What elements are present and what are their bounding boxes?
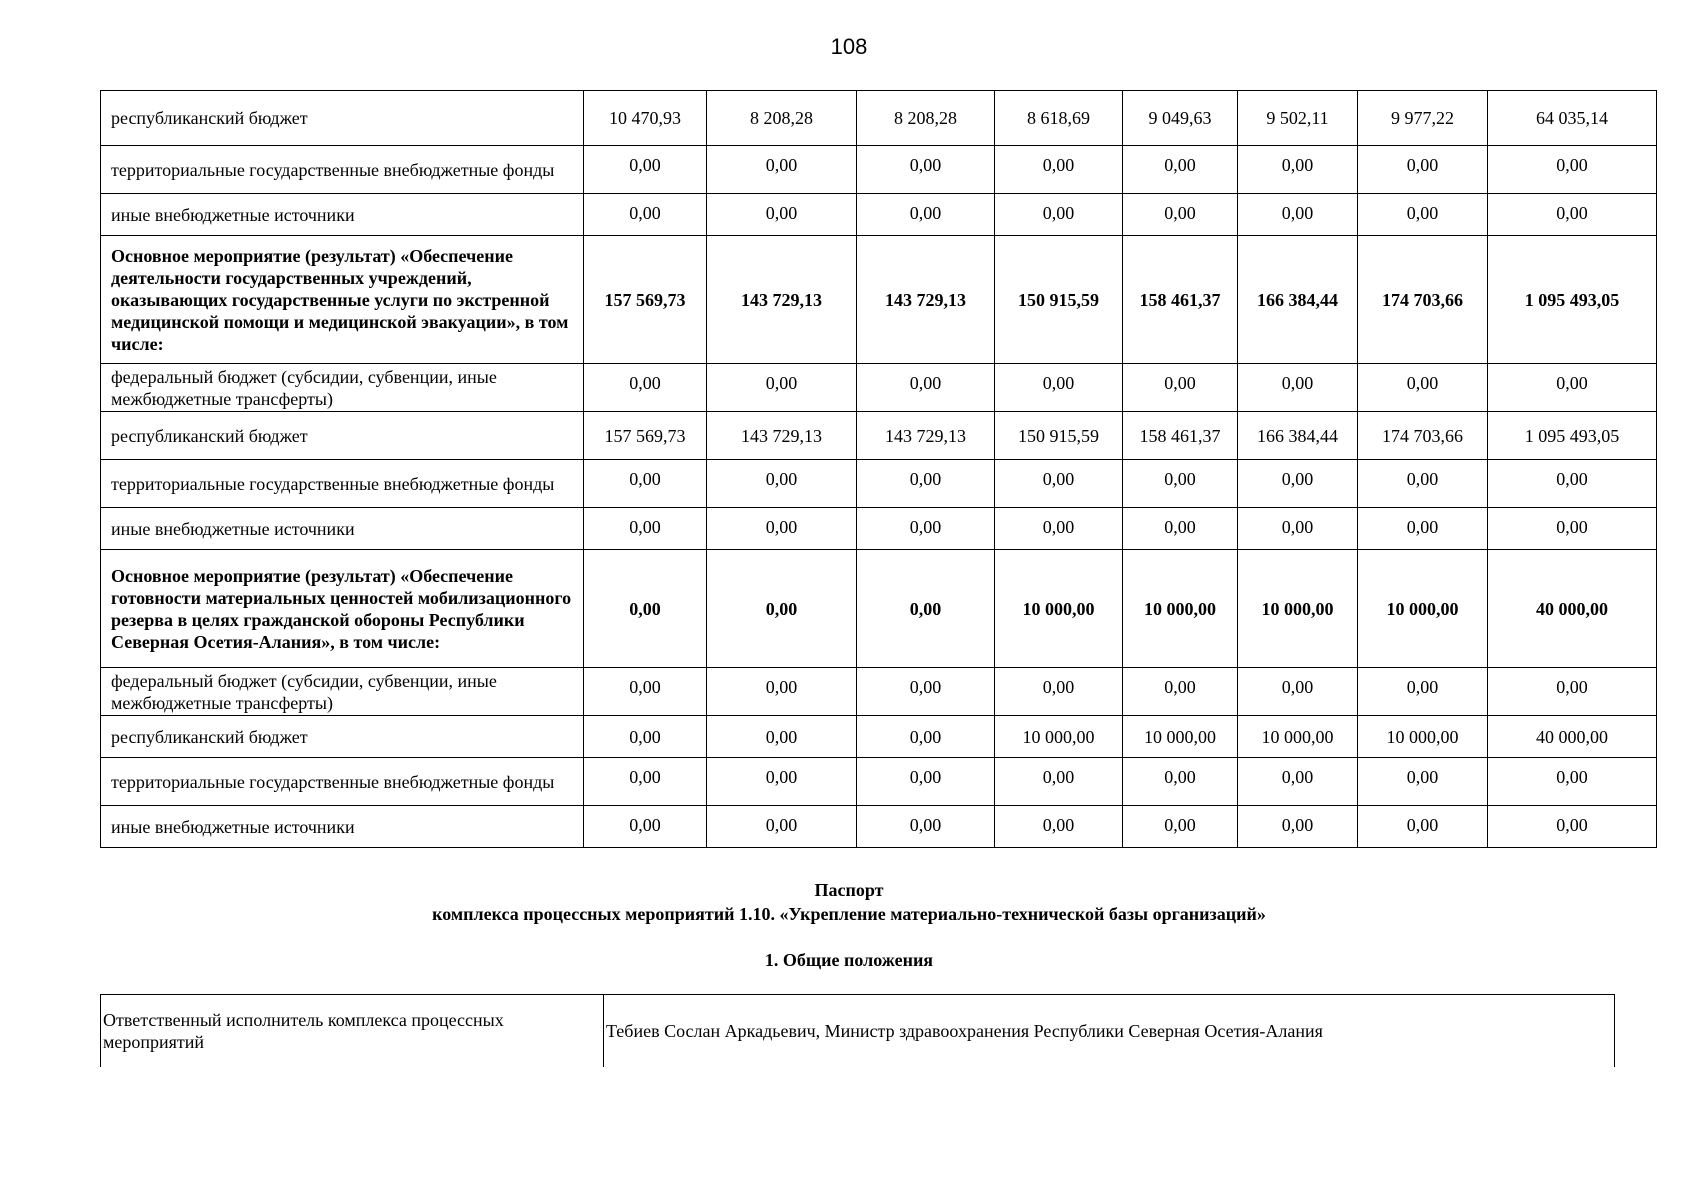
table-row bbox=[101, 194, 1657, 236]
value-cell: 0,00 bbox=[1488, 758, 1657, 806]
value-cell: 0,00 bbox=[584, 364, 707, 412]
table-row bbox=[101, 508, 1657, 550]
value-cell: 10 000,00 bbox=[1123, 716, 1238, 758]
value-cell: 0,00 bbox=[1238, 460, 1358, 508]
value-cell: 0,00 bbox=[1358, 194, 1488, 236]
general-row bbox=[101, 995, 1615, 1068]
table-row bbox=[101, 91, 1657, 146]
value-cell: 158 461,37 bbox=[1123, 412, 1238, 460]
row-label: республиканский бюджет bbox=[101, 412, 584, 460]
page-number: 108 bbox=[830, 34, 868, 59]
value-cell: 0,00 bbox=[1358, 806, 1488, 848]
row-label: иные внебюджетные источники bbox=[101, 508, 584, 550]
value-cell: 0,00 bbox=[857, 194, 995, 236]
value-cell: 0,00 bbox=[1358, 668, 1488, 716]
table-row bbox=[101, 412, 1657, 460]
value-cell: 0,00 bbox=[707, 508, 857, 550]
value-cell: 10 000,00 bbox=[1358, 716, 1488, 758]
value-cell: 0,00 bbox=[707, 194, 857, 236]
value-cell: 0,00 bbox=[857, 758, 995, 806]
value-cell: 0,00 bbox=[707, 668, 857, 716]
value-cell: 0,00 bbox=[857, 364, 995, 412]
value-cell: 0,00 bbox=[1238, 146, 1358, 194]
value-cell: 9 502,11 bbox=[1238, 91, 1358, 146]
general-value: Тебиев Сослан Аркадьевич, Министр здравоохранения Республики Северная Осетия-Алания bbox=[604, 995, 1615, 1068]
value-cell: 0,00 bbox=[1358, 364, 1488, 412]
value-cell: 0,00 bbox=[1488, 194, 1657, 236]
value-cell: 0,00 bbox=[707, 550, 857, 668]
value-cell: 0,00 bbox=[1123, 758, 1238, 806]
value-cell: 174 703,66 bbox=[1358, 236, 1488, 364]
value-cell: 158 461,37 bbox=[1123, 236, 1238, 364]
value-cell: 0,00 bbox=[995, 460, 1123, 508]
general-label: Ответственный исполнитель комплекса процессных мероприятий bbox=[101, 995, 604, 1068]
value-cell: 0,00 bbox=[707, 460, 857, 508]
table-row bbox=[101, 236, 1657, 364]
value-cell: 174 703,66 bbox=[1358, 412, 1488, 460]
value-cell: 0,00 bbox=[1238, 806, 1358, 848]
value-cell: 0,00 bbox=[857, 806, 995, 848]
value-cell: 0,00 bbox=[995, 508, 1123, 550]
value-cell: 0,00 bbox=[1123, 194, 1238, 236]
value-cell: 9 977,22 bbox=[1358, 91, 1488, 146]
row-label: федеральный бюджет (субсидии, субвенции, иные межбюджетные трансферты) bbox=[101, 364, 584, 412]
value-cell: 0,00 bbox=[707, 146, 857, 194]
value-cell: 166 384,44 bbox=[1238, 236, 1358, 364]
budget-table bbox=[100, 90, 1657, 848]
value-cell: 0,00 bbox=[995, 146, 1123, 194]
value-cell: 0,00 bbox=[1358, 460, 1488, 508]
value-cell: 0,00 bbox=[1488, 460, 1657, 508]
value-cell: 8 208,28 bbox=[857, 91, 995, 146]
value-cell: 8 208,28 bbox=[707, 91, 857, 146]
value-cell: 0,00 bbox=[1123, 364, 1238, 412]
value-cell: 150 915,59 bbox=[995, 412, 1123, 460]
row-label: территориальные государственные внебюджетные фонды bbox=[101, 758, 584, 806]
value-cell: 157 569,73 bbox=[584, 412, 707, 460]
row-label: республиканский бюджет bbox=[101, 716, 584, 758]
passport-title: Паспорт bbox=[814, 880, 884, 900]
value-cell: 0,00 bbox=[857, 460, 995, 508]
value-cell: 157 569,73 bbox=[584, 236, 707, 364]
value-cell: 0,00 bbox=[1358, 146, 1488, 194]
value-cell: 40 000,00 bbox=[1488, 716, 1657, 758]
value-cell: 0,00 bbox=[707, 716, 857, 758]
value-cell: 0,00 bbox=[857, 716, 995, 758]
value-cell: 0,00 bbox=[707, 806, 857, 848]
value-cell: 0,00 bbox=[1488, 146, 1657, 194]
value-cell: 0,00 bbox=[995, 194, 1123, 236]
value-cell: 0,00 bbox=[1123, 146, 1238, 194]
value-cell: 0,00 bbox=[1238, 364, 1358, 412]
row-label: федеральный бюджет (субсидии, субвенции, иные межбюджетные трансферты) bbox=[101, 668, 584, 716]
value-cell: 0,00 bbox=[584, 550, 707, 668]
row-label: республиканский бюджет bbox=[101, 91, 584, 146]
row-label: Основное мероприятие (результат) «Обеспечение готовности материальных ценностей мобилизационного резерва в целях гражданской обороны Республики Северная Осетия-Алания», в том числе: bbox=[101, 550, 584, 668]
value-cell: 10 470,93 bbox=[584, 91, 707, 146]
value-cell: 0,00 bbox=[584, 194, 707, 236]
value-cell: 10 000,00 bbox=[1238, 716, 1358, 758]
value-cell: 0,00 bbox=[857, 146, 995, 194]
value-cell: 10 000,00 bbox=[1238, 550, 1358, 668]
value-cell: 0,00 bbox=[1488, 806, 1657, 848]
value-cell: 0,00 bbox=[1238, 194, 1358, 236]
section-heading: 1. Общие положения bbox=[764, 950, 934, 970]
value-cell: 0,00 bbox=[857, 508, 995, 550]
value-cell: 143 729,13 bbox=[707, 412, 857, 460]
value-cell: 0,00 bbox=[1123, 508, 1238, 550]
value-cell: 150 915,59 bbox=[995, 236, 1123, 364]
table-row bbox=[101, 364, 1657, 412]
row-label: территориальные государственные внебюджетные фонды bbox=[101, 146, 584, 194]
value-cell: 0,00 bbox=[1123, 806, 1238, 848]
value-cell: 0,00 bbox=[1358, 508, 1488, 550]
value-cell: 0,00 bbox=[1238, 668, 1358, 716]
table-row bbox=[101, 668, 1657, 716]
row-label: иные внебюджетные источники bbox=[101, 194, 584, 236]
value-cell: 0,00 bbox=[995, 806, 1123, 848]
table-row bbox=[101, 758, 1657, 806]
value-cell: 0,00 bbox=[857, 550, 995, 668]
value-cell: 0,00 bbox=[584, 668, 707, 716]
value-cell: 0,00 bbox=[707, 364, 857, 412]
value-cell: 143 729,13 bbox=[707, 236, 857, 364]
table-row bbox=[101, 550, 1657, 668]
value-cell: 64 035,14 bbox=[1488, 91, 1657, 146]
general-provisions-table bbox=[100, 994, 1615, 1067]
row-label: территориальные государственные внебюджетные фонды bbox=[101, 460, 584, 508]
value-cell: 1 095 493,05 bbox=[1488, 236, 1657, 364]
value-cell: 0,00 bbox=[1488, 364, 1657, 412]
value-cell: 8 618,69 bbox=[995, 91, 1123, 146]
value-cell: 0,00 bbox=[995, 758, 1123, 806]
value-cell: 0,00 bbox=[584, 758, 707, 806]
value-cell: 0,00 bbox=[857, 668, 995, 716]
table-row bbox=[101, 146, 1657, 194]
value-cell: 0,00 bbox=[1238, 508, 1358, 550]
value-cell: 0,00 bbox=[584, 146, 707, 194]
value-cell: 0,00 bbox=[995, 364, 1123, 412]
value-cell: 143 729,13 bbox=[857, 236, 995, 364]
value-cell: 0,00 bbox=[1358, 758, 1488, 806]
budget-table-body bbox=[101, 91, 1657, 848]
row-label: иные внебюджетные источники bbox=[101, 806, 584, 848]
value-cell: 0,00 bbox=[995, 668, 1123, 716]
value-cell: 0,00 bbox=[584, 508, 707, 550]
value-cell: 0,00 bbox=[584, 716, 707, 758]
value-cell: 10 000,00 bbox=[995, 716, 1123, 758]
value-cell: 10 000,00 bbox=[1123, 550, 1238, 668]
value-cell: 0,00 bbox=[584, 806, 707, 848]
value-cell: 0,00 bbox=[1238, 758, 1358, 806]
passport-subtitle: комплекса процессных мероприятий 1.10. «Укрепление материально-технической базы организаций» bbox=[432, 904, 1266, 924]
table-row bbox=[101, 460, 1657, 508]
value-cell: 166 384,44 bbox=[1238, 412, 1358, 460]
value-cell: 143 729,13 bbox=[857, 412, 995, 460]
value-cell: 9 049,63 bbox=[1123, 91, 1238, 146]
value-cell: 0,00 bbox=[1488, 668, 1657, 716]
value-cell: 40 000,00 bbox=[1488, 550, 1657, 668]
value-cell: 0,00 bbox=[1488, 508, 1657, 550]
value-cell: 0,00 bbox=[1123, 668, 1238, 716]
value-cell: 0,00 bbox=[1123, 460, 1238, 508]
value-cell: 10 000,00 bbox=[1358, 550, 1488, 668]
table-row bbox=[101, 806, 1657, 848]
row-label: Основное мероприятие (результат) «Обеспечение деятельности государственных учреждений, оказывающих государственные услуги по экстренной медицинской помощи и медицинской эвакуации», в том числе: bbox=[101, 236, 584, 364]
table-row bbox=[101, 716, 1657, 758]
value-cell: 10 000,00 bbox=[995, 550, 1123, 668]
value-cell: 1 095 493,05 bbox=[1488, 412, 1657, 460]
value-cell: 0,00 bbox=[707, 758, 857, 806]
value-cell: 0,00 bbox=[584, 460, 707, 508]
